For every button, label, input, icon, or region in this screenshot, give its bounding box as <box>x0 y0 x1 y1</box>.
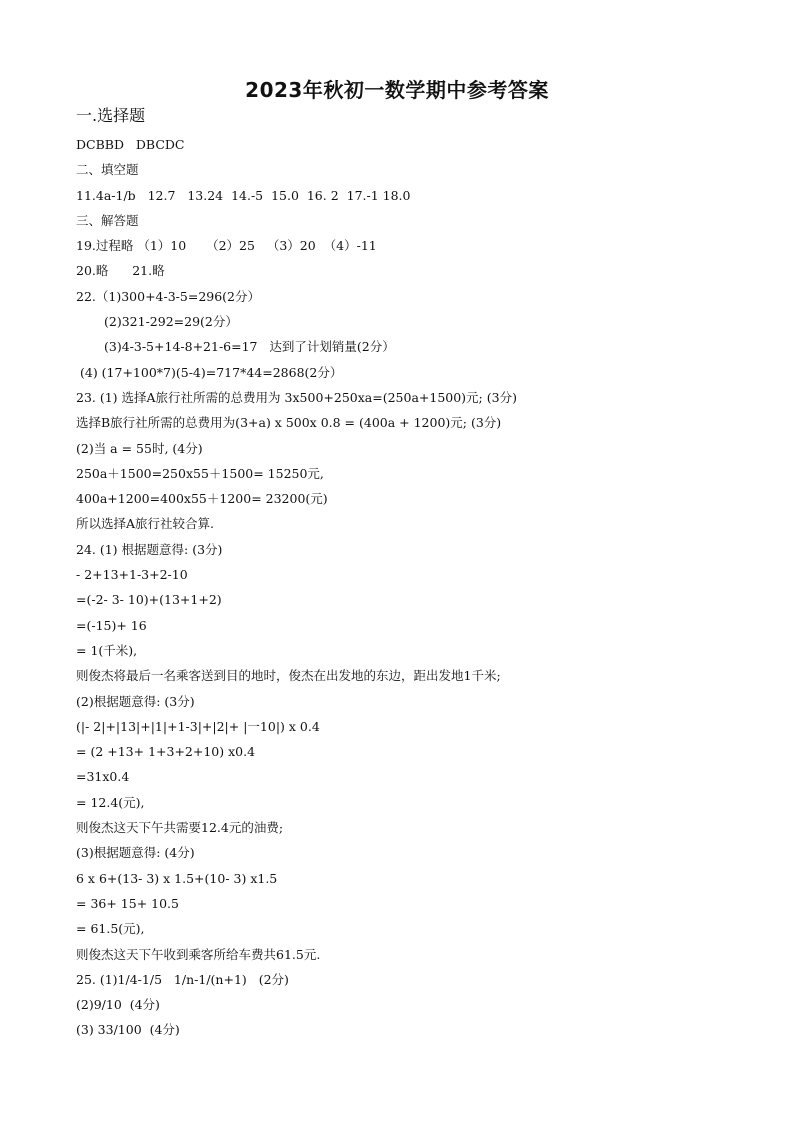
answer-line: (3) 33/100 (4分) <box>76 1022 180 1038</box>
answer-line: = 36+ 15+ 10.5 <box>76 895 179 911</box>
answer-line: 24. (1) 根据题意得: (3分) <box>76 541 223 557</box>
answer-line: 25. (1)1/4-1/5 1/n-1/(n+1) (2分) <box>76 971 289 987</box>
answer-line: (3)4-3-5+14-8+21-6=17 达到了计划销量(2分） <box>104 339 395 355</box>
answer-line: (2)根据题意得: (3分) <box>76 693 195 709</box>
answer-line: = (2 +13+ 1+3+2+10) x0.4 <box>76 744 256 760</box>
answer-content <box>76 132 776 1043</box>
answer-line: 6 x 6+(13- 3) x 1.5+(10- 3) x1.5 <box>76 870 278 886</box>
answer-line: 22.（1)300+4-3-5=296(2分） <box>76 288 261 304</box>
answer-line: =(-15)+ 16 <box>76 617 147 633</box>
answer-line: DCBBD DBCDC <box>76 137 185 152</box>
answer-line: (2)当 a = 55时, (4分) <box>76 440 203 456</box>
section-heading-multiple-choice: 一.选择题 <box>76 106 146 125</box>
answer-line: = 12.4(元), <box>76 794 145 810</box>
answer-line: 19.过程略 （1）10 （2）25 （3）20 （4）-11 <box>76 238 377 254</box>
answer-line: (2)9/10 (4分) <box>76 997 160 1013</box>
answer-line: 400a+1200=400x55＋1200= 23200(元) <box>76 491 328 507</box>
answer-line: 250a＋1500=250x55＋1500= 15250元, <box>76 465 324 481</box>
answer-line: (|- 2|+|13|+|1|+1-3|+|2|+ |一10|) x 0.4 <box>76 718 320 734</box>
answer-line: =31x0.4 <box>76 769 130 785</box>
answer-line: (2)321-292=29(2分） <box>104 314 238 330</box>
answer-line: = 1(千米), <box>76 642 138 658</box>
answer-line: 20.略 21.略 <box>76 263 165 279</box>
answer-line: 则俊杰这天下午共需要12.4元的油费; <box>76 820 284 836</box>
answer-line: (4) (17+100*7)(5-4)=717*44=2868(2分） <box>80 364 343 380</box>
answer-line: 11.4a-1/b 12.7 13.24 14.-5 15.0 16. 2 17.-1 18.0 <box>76 187 411 203</box>
answer-line: 所以选择A旅行社较合算. <box>76 516 215 532</box>
section-heading-solutions: 三、解答题 <box>76 212 139 228</box>
answer-line: 则俊杰这天下午收到乘客所给车费共61.5元. <box>76 946 321 962</box>
answer-line: 则俊杰将最后一名乘客送到目的地时，俊杰在出发地的东边，距出发地1千米; <box>76 668 501 684</box>
section-heading-fill-blank: 二、填空题 <box>76 162 139 178</box>
answer-line: = 61.5(元), <box>76 921 145 937</box>
answer-line: 23. (1) 选择A旅行社所需的总费用为 3x500+250xa=(250a+1500)元; (3分) <box>76 389 517 405</box>
answer-line: 选择B旅行社所需的总费用为(3+a) x 500x 0.8 = (400a + 1200)元; (3分) <box>76 415 502 431</box>
answer-line: =(-2- 3- 10)+(13+1+2) <box>76 592 222 608</box>
document-title: 2023年秋初一数学期中参考答案 <box>245 78 549 102</box>
answer-line: (3)根据题意得: (4分) <box>76 845 195 861</box>
answer-line: - 2+13+1-3+2-10 <box>76 567 188 583</box>
